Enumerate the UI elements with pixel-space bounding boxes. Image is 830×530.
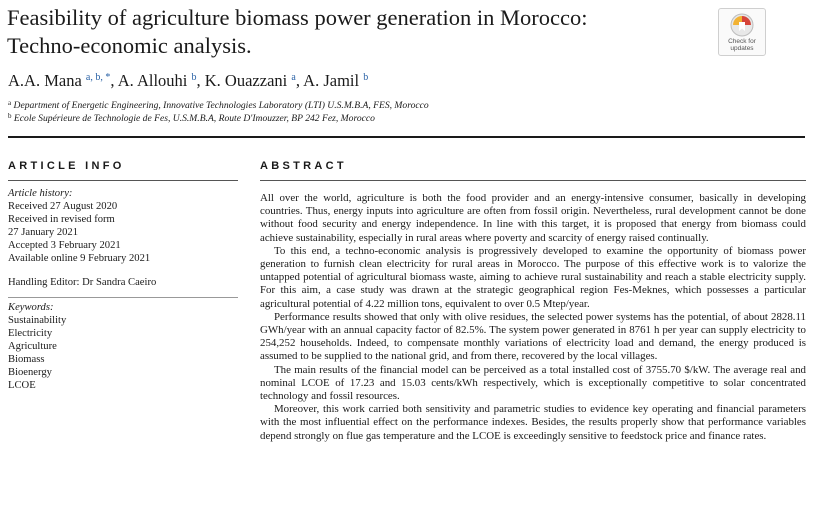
abstract-heading: ABSTRACT [260,160,347,172]
abstract-paragraph: To this end, a techno-economic analysis is progressively developed to examine the opportunity of biomass power generation to furnish clean electricity for rural areas in Morocco. The purpose of this effective work is to valorize the untapped potential of agricultural biomass waste, aiming to achieve rural sustainability and reach a stable electricity supply. For this aim, a case study was drawn at the strategic geographical region Fes-Meknes, which possesses a particular agricultural potential of 4.22 million tons, equivalent to over 0.5 Mtep/year. [260,244,806,310]
author-separator: , [110,71,118,90]
affiliation-marker: a [8,99,12,107]
affiliation-marker: b [8,112,12,120]
keyword: Agriculture [8,340,57,352]
history-line: Available online 9 February 2021 [8,253,151,265]
author-name: A. Jamil [303,71,360,90]
badge-text-1: Check for [728,38,756,45]
abstract-paragraph: The main results of the financial model can be perceived as a total installed cost of 3755.70 $/kW. The average real and nominal LCOE of 17.23 and 15.03 cents/kWh respectively, which is exceptionally competitive to solar concentrated technology and fossil resources. [260,363,806,403]
title-line-1: Feasibility of agriculture biomass power generation in Morocco: [7,5,588,30]
article-info-divider [8,180,238,181]
author-name: A.A. Mana [8,71,82,90]
keyword: Sustainability [8,314,67,326]
history-line: Accepted 3 February 2021 [8,240,121,252]
handling-editor: Handling Editor: Dr Sandra Caeiro [8,276,157,288]
history-label: Article history: [8,188,73,199]
title-line-2: Techno-economic analysis. [7,33,252,58]
keywords-label: Keywords: [8,301,54,313]
author-affiliation-marker[interactable]: a, b, * [85,72,111,83]
abstract-body [260,192,806,443]
abstract-paragraph: Performance results showed that only with olive residues, the selected power systems has the potential, of about 2828.11 GWh/year with an annual capacity factor of 82.5%. The system power generated in 8761 h per year can supply electricity to 254,252 households. Indeed, to compensate monthly variations of electricity load and demand, the energy produced is assumed to be supplied to the national grid, and from there, recovered by the local villages. [260,310,806,363]
affiliation-text: Ecole Supérieure de Technologie de Fes, U.S.M.B.A, Route D'Imouzzer, BP 242 Fez, Morocco [13,113,375,124]
author-separator: , [196,71,205,90]
author-separator: , [295,71,304,90]
article-title [7,4,707,60]
keyword: Biomass [8,354,45,366]
history-line: Received 27 August 2020 [8,201,118,213]
keyword: Bioenergy [8,367,52,379]
keyword: Electricity [8,327,53,339]
affiliation-text: Department of Energetic Engineering, Innovative Technologies Laboratory (LTI) U.S.M.B.A, FES, Morocco [13,100,429,111]
author-affiliation-marker[interactable]: a [291,72,296,83]
article-info [8,187,238,392]
header-divider [8,136,805,138]
check-updates-icon [730,13,754,37]
abstract-paragraph: Moreover, this work carried both sensitivity and parametric studies to evidence key operating and financial parameters with the most influential effect on the performance indexes. Besides, the results properly show that performance variables depend strongly on flue gas temperature and the LCOE is exceedingly sensitive to feedstock price and finance rates. [260,403,806,442]
author-affiliation-marker[interactable]: b [363,72,369,83]
author-name: K. Ouazzani [204,71,288,90]
abstract-paragraph: All over the world, agriculture is both the food provider and an energy-intensive consumer, basically in developing countries. Thus, energy inputs into agriculture are often from fossil origin. Nevertheless, rural development cannot be done without food security and energy independence. In line with this target, it is proposed that energy from biomass could achieve sustainability, especially in rural areas where poverty and scarcity of energy raised continually. [260,192,806,244]
history-line: 27 January 2021 [8,227,79,239]
badge-text-2: updates [730,45,754,52]
history-line: Received in revised form [8,214,115,226]
affiliation-b [8,110,375,125]
article-info-heading: ARTICLE INFO [8,160,125,172]
keyword: LCOE [8,380,36,392]
abstract-divider [260,180,806,181]
author-name: A. Allouhi [117,71,188,90]
author-affiliation-marker[interactable]: b [191,72,197,83]
author-list [8,67,368,92]
check-for-updates-badge[interactable] [718,8,766,56]
